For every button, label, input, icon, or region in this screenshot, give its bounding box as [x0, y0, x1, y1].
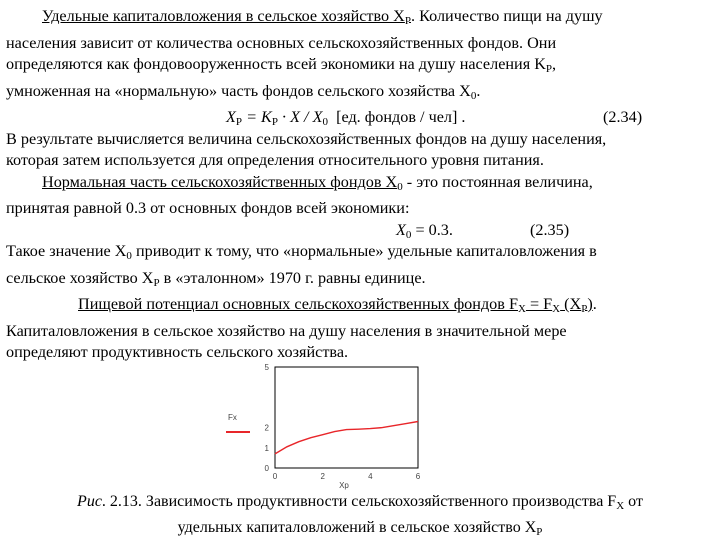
x-tick-labels	[273, 472, 421, 481]
paragraph-1: Удельные капиталовложения в сельское хозяйство $X_P$. Количество пищи на душу населения зависит от количества основных сельскохозяйственных фондов. Они определяются как фондовооруженность всей экономики на душу населения $K_P$, умноженная на «нормальную» часть фондов сельского хозяйства $X_0$.	[6, 7, 603, 102]
x-tick-label: 2	[320, 472, 325, 481]
x-tick-label: 4	[368, 472, 373, 481]
paragraph-5: Пищевой потенциал основных сельскохозяйственных фондов $F_X = F_X$ $(X_P)$. Капиталовложения в сельское хозяйство на душу населения в значительной мере определяют продуктивность сельского хозяйства.	[6, 295, 597, 361]
y-tick-label: 2	[264, 423, 269, 433]
equation-number: (2.35)	[530, 220, 570, 239]
x-tick-label: 6	[415, 472, 421, 481]
y-tick-labels	[265, 363, 270, 473]
body-text	[6, 6, 714, 364]
productivity-chart	[218, 360, 428, 490]
legend-label: Fx	[228, 413, 237, 422]
paragraph-4: Такое значение $X_0$ приводит к тому, что «нормальные» удельные капиталовложения в сельское хозяйство $X_P$ в «эталонном» 1970 г. равны единице.	[6, 242, 597, 289]
equation-2-34: $X_P = K_P \cdot X / X_0$ [ед. фондов / чел] . (2.34)	[226, 108, 643, 128]
equation-number: (2.34)	[603, 108, 643, 126]
section-title: Удельные капиталовложения в сельское хозяйство $X_P$	[42, 7, 411, 27]
y-tick-label: 1	[264, 443, 269, 453]
y-tick-label: 0	[264, 464, 269, 473]
paragraph-2: В результате вычисляется величина сельскохозяйственных фондов на душу населения, которая затем используется для определения относительного уровня питания.	[6, 129, 607, 169]
x-tick-label: 0	[272, 472, 278, 481]
x-axis-label: Xp	[339, 481, 349, 490]
figure-caption: Рис. 2.13. Зависимость продуктивности сельскохозяйственного производства $F_X$ от удельных капиталовложений в сельское хозяйство $X_P$	[77, 493, 643, 538]
plot-frame	[275, 367, 418, 468]
fx-series-line	[275, 422, 418, 454]
y-tick-label: 5	[264, 363, 269, 372]
equation-2-35: $X_0 = 0.3$. (2.35)	[396, 220, 570, 241]
paragraph-3: Нормальная часть сельскохозяйственных фондов $X_0$ - это постоянная величина, принятая равной 0.3 от основных фондов всей экономики:	[6, 172, 593, 217]
